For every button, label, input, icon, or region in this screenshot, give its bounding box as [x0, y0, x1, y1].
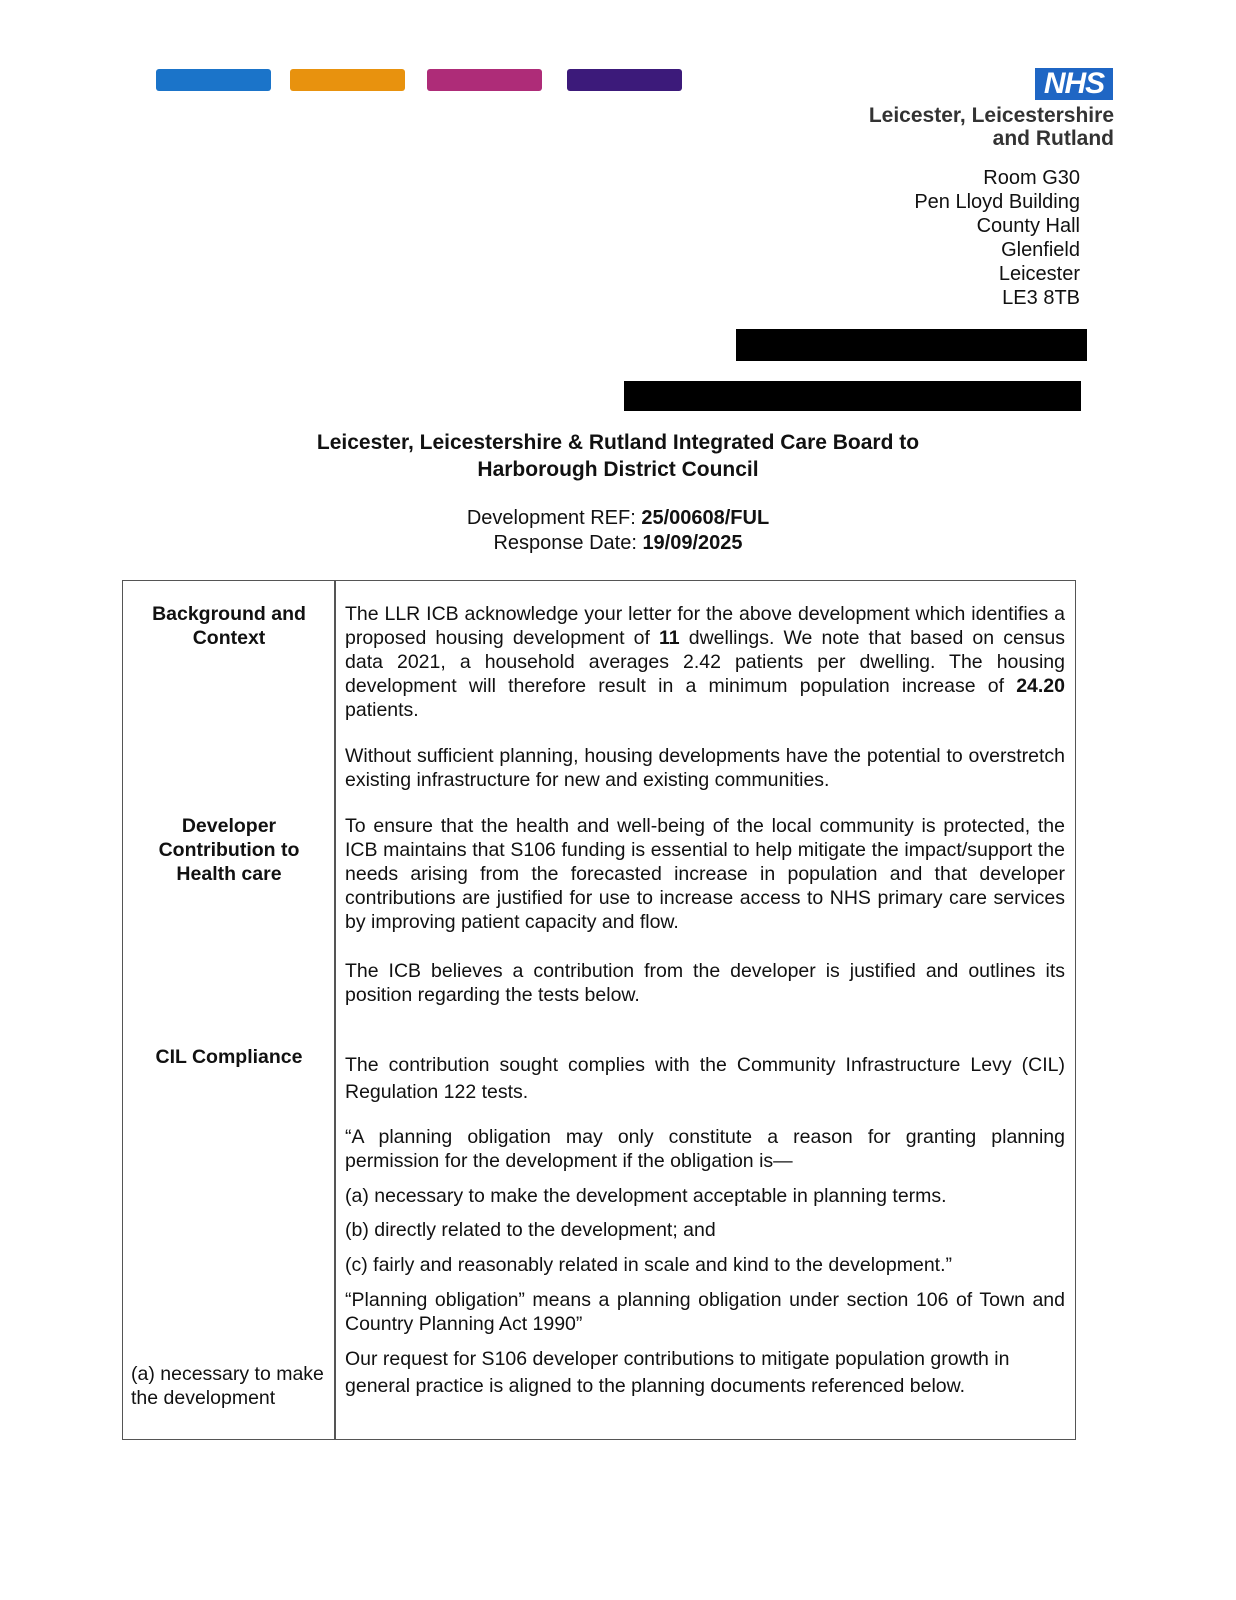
- address-line: LE3 8TB: [1002, 287, 1080, 309]
- address-line: Glenfield: [1001, 239, 1080, 261]
- text-run: dwellings. We note that based on census data 2021, a household averages 2.42 patients per dwelling. The housing development will therefore result in a minimum population increase of: [345, 627, 1066, 697]
- redaction-block: [624, 381, 1081, 411]
- paragraph-obligation: “A planning obligation may only constitute a reason for granting planning permission for the development if the obligation is—: [345, 1126, 1065, 1172]
- response-table: [122, 580, 1076, 1440]
- paragraph-request: Our request for S106 developer contributions to mitigate population growth in general practice is aligned to the planning documents referenced below.: [345, 1348, 1010, 1397]
- paragraph-definition: “Planning obligation” means a planning obligation under section 106 of Town and Country Planning Act 1990”: [345, 1289, 1065, 1335]
- obligation-test-a: (a) necessary to make the development acceptable in planning terms.: [345, 1185, 947, 1207]
- address-line: County Hall: [976, 215, 1080, 237]
- paragraph-health: To ensure that the health and well-being of the local community is protected, the ICB maintains that S106 funding is essential to help mitigate the impact/support the needs arising from the forecasted increase in population and that developer contributions are justified for use to increase access to NHS primary care services by improving patient capacity and flow.: [345, 815, 1065, 933]
- response-date-label: Response Date:: [493, 532, 643, 554]
- response-date: [0, 531, 1236, 556]
- paragraph-cil: The contribution sought complies with the Community Infrastructure Levy (CIL) Regulation 122 tests.: [345, 1054, 1065, 1103]
- org-name-line: and Rutland: [992, 127, 1114, 150]
- response-date-value: 19/09/2025: [642, 532, 743, 554]
- title-line: Leicester, Leicestershire & Rutland Integrated Care Board to: [316, 431, 920, 454]
- org-name: [869, 104, 1114, 150]
- paragraph-background: [345, 602, 1065, 722]
- brand-bar-blue: [156, 69, 271, 91]
- dev-ref-value: 25/00608/FUL: [641, 507, 770, 529]
- label-necessary-development: (a) necessary to make the development: [131, 1363, 324, 1409]
- title-line: Harborough District Council: [477, 458, 759, 481]
- address-line: Room G30: [983, 167, 1080, 189]
- dwellings-count: 11: [659, 627, 680, 649]
- paragraph-planning: Without sufficient planning, housing developments have the potential to overstretch existing infrastructure for new and existing communities.: [345, 745, 1065, 791]
- address-line: Pen Lloyd Building: [914, 191, 1080, 213]
- brand-bar-magenta: [427, 69, 542, 91]
- label-background-context: Background and Context: [152, 603, 306, 649]
- obligation-test-b: (b) directly related to the development; and: [345, 1219, 716, 1241]
- document-title: [0, 429, 1236, 483]
- population-increase: 24.20: [1016, 675, 1065, 697]
- brand-bar-orange: [290, 69, 405, 91]
- text-run: The LLR ICB acknowledge your letter for the above development which identifies a proposed housing development of: [345, 603, 1065, 649]
- sender-address: [914, 166, 1080, 310]
- column-divider: [334, 581, 336, 1439]
- paragraph-contribution: The ICB believes a contribution from the developer is justified and outlines its position regarding the tests below.: [345, 960, 1065, 1006]
- nhs-logo: NHS: [1035, 68, 1113, 100]
- org-name-line: Leicester, Leicestershire: [868, 104, 1114, 127]
- text-run: patients.: [345, 699, 419, 721]
- development-ref: [0, 506, 1236, 531]
- address-line: Leicester: [998, 263, 1080, 285]
- label-cil-compliance: CIL Compliance: [155, 1046, 303, 1068]
- dev-ref-label: Development REF:: [466, 507, 642, 529]
- label-developer-contribution: Developer Contribution to Health care: [158, 815, 300, 885]
- reference-block: [0, 506, 1236, 556]
- redaction-block: [736, 329, 1087, 361]
- obligation-test-c: (c) fairly and reasonably related in scale and kind to the development.”: [345, 1254, 953, 1276]
- brand-bar-purple: [567, 69, 682, 91]
